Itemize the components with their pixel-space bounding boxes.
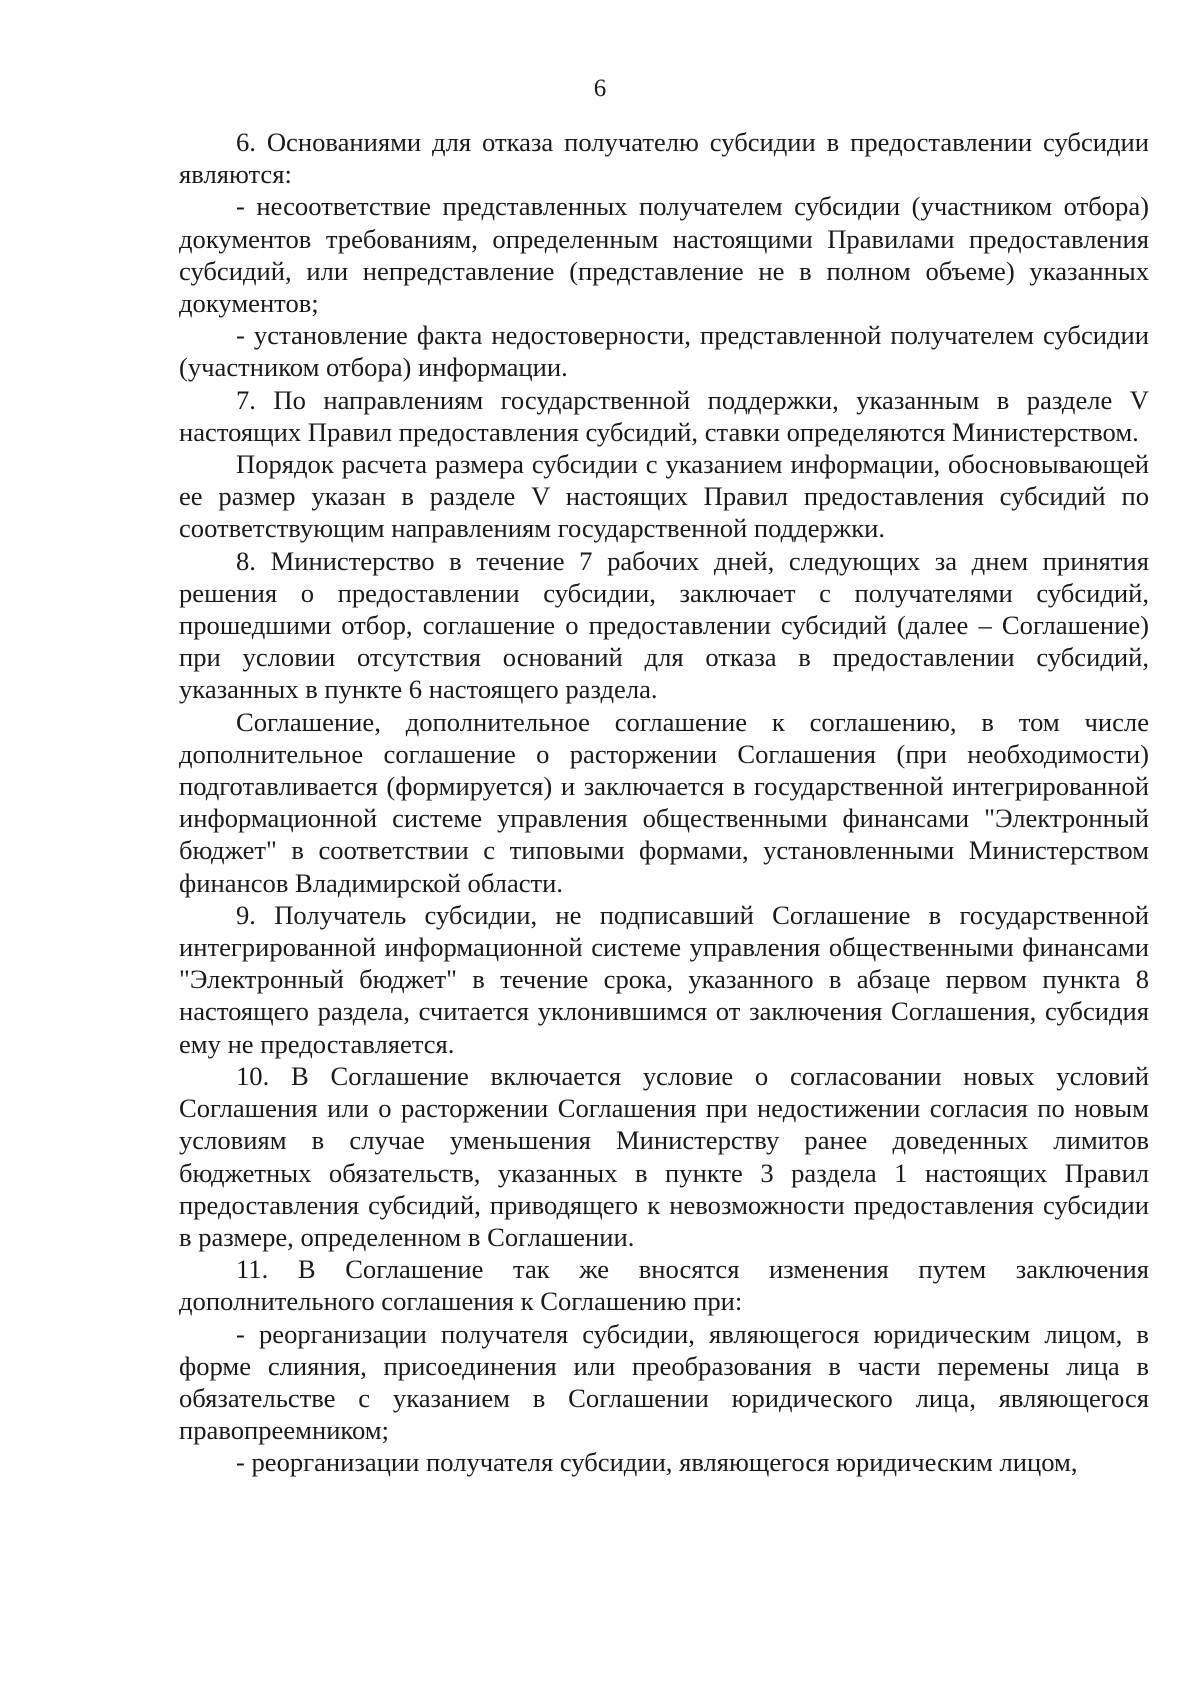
document-body: [179, 126, 1149, 1479]
list-item-reorganization-continued: - реорганизации получателя субсидии, являющегося юридическим лицом,: [236, 1447, 1078, 1478]
paragraph-10: 10. В Соглашение включается условие о согласовании новых условий Соглашения или о расторжении Соглашения при недостижении согласия по новым условиям в случае уменьшения Министерству ранее доведенных лимитов бюджетных обязательств, указанных в пункте 3 раздела 1 настоящих Правил предоставления субсидий, приводящего к невозможности предоставления субсидии в размере, определенном в Соглашении.: [179, 1060, 1149, 1252]
paragraph-6: 6. Основаниями для отказа получателю субсидии в предоставлении субсидии являются:: [179, 127, 1149, 190]
paragraph-7: 7. По направлениям государственной поддержки, указанным в разделе V настоящих Правил предоставления субсидий, ставки определяются Министерством.: [179, 384, 1149, 447]
paragraph-8: 8. Министерство в течение 7 рабочих дней, следующих за днем принятия решения о предоставлении субсидии, заключает с получателями субсидий, прошедшими отбор, соглашение о предоставлении субсидий (далее – Соглашение) при условии отсутствия оснований для отказа в предоставлении субсидий, указанных в пункте 6 настоящего раздела.: [179, 545, 1149, 705]
page-number: 6: [593, 75, 607, 102]
list-item-unreliable-information: - установление факта недостоверности, представленной получателем субсидии (участником отбора) информации.: [179, 320, 1149, 383]
paragraph-9: 9. Получатель субсидии, не подписавший Соглашение в государственной интегрированной информационной системе управления общественными финансами "Электронный бюджет" в течение срока, указанного в абзаце первом пункта 8 настоящего раздела, считается уклонившимся от заключения Соглашения, субсидия ему не предоставляется.: [179, 899, 1149, 1059]
paragraph-calculation-order: Порядок расчета размера субсидии с указанием информации, обосновывающей ее размер указан в разделе V настоящих Правил предоставления субсидий по соответствующим направлениям государственной поддержки.: [179, 449, 1149, 544]
paragraph-11: 11. В Соглашение так же вносятся изменения путем заключения дополнительного соглашения к Соглашению при:: [179, 1254, 1149, 1317]
list-item-reorganization-merger: - реорганизации получателя субсидии, являющегося юридическим лицом, в форме слияния, присоединения или преобразования в части перемены лица в обязательстве с указанием в Соглашении юридического лица, являющегося правопреемником;: [179, 1318, 1149, 1446]
paragraph-agreement-forms: Соглашение, дополнительное соглашение к соглашению, в том числе дополнительное соглашение о расторжении Соглашения (при необходимости) подготавливается (формируется) и заключается в государственной интегрированной информационной системе управления общественными финансами "Электронный бюджет" в соответствии с типовыми формами, установленными Министерством финансов Владимирской области.: [179, 706, 1149, 898]
list-item-mismatch-documents: - несоответствие представленных получателем субсидии (участником отбора) документов требованиям, определенным настоящими Правилами предоставления субсидий, или непредставление (представление не в полном объеме) указанных документов;: [179, 191, 1149, 319]
